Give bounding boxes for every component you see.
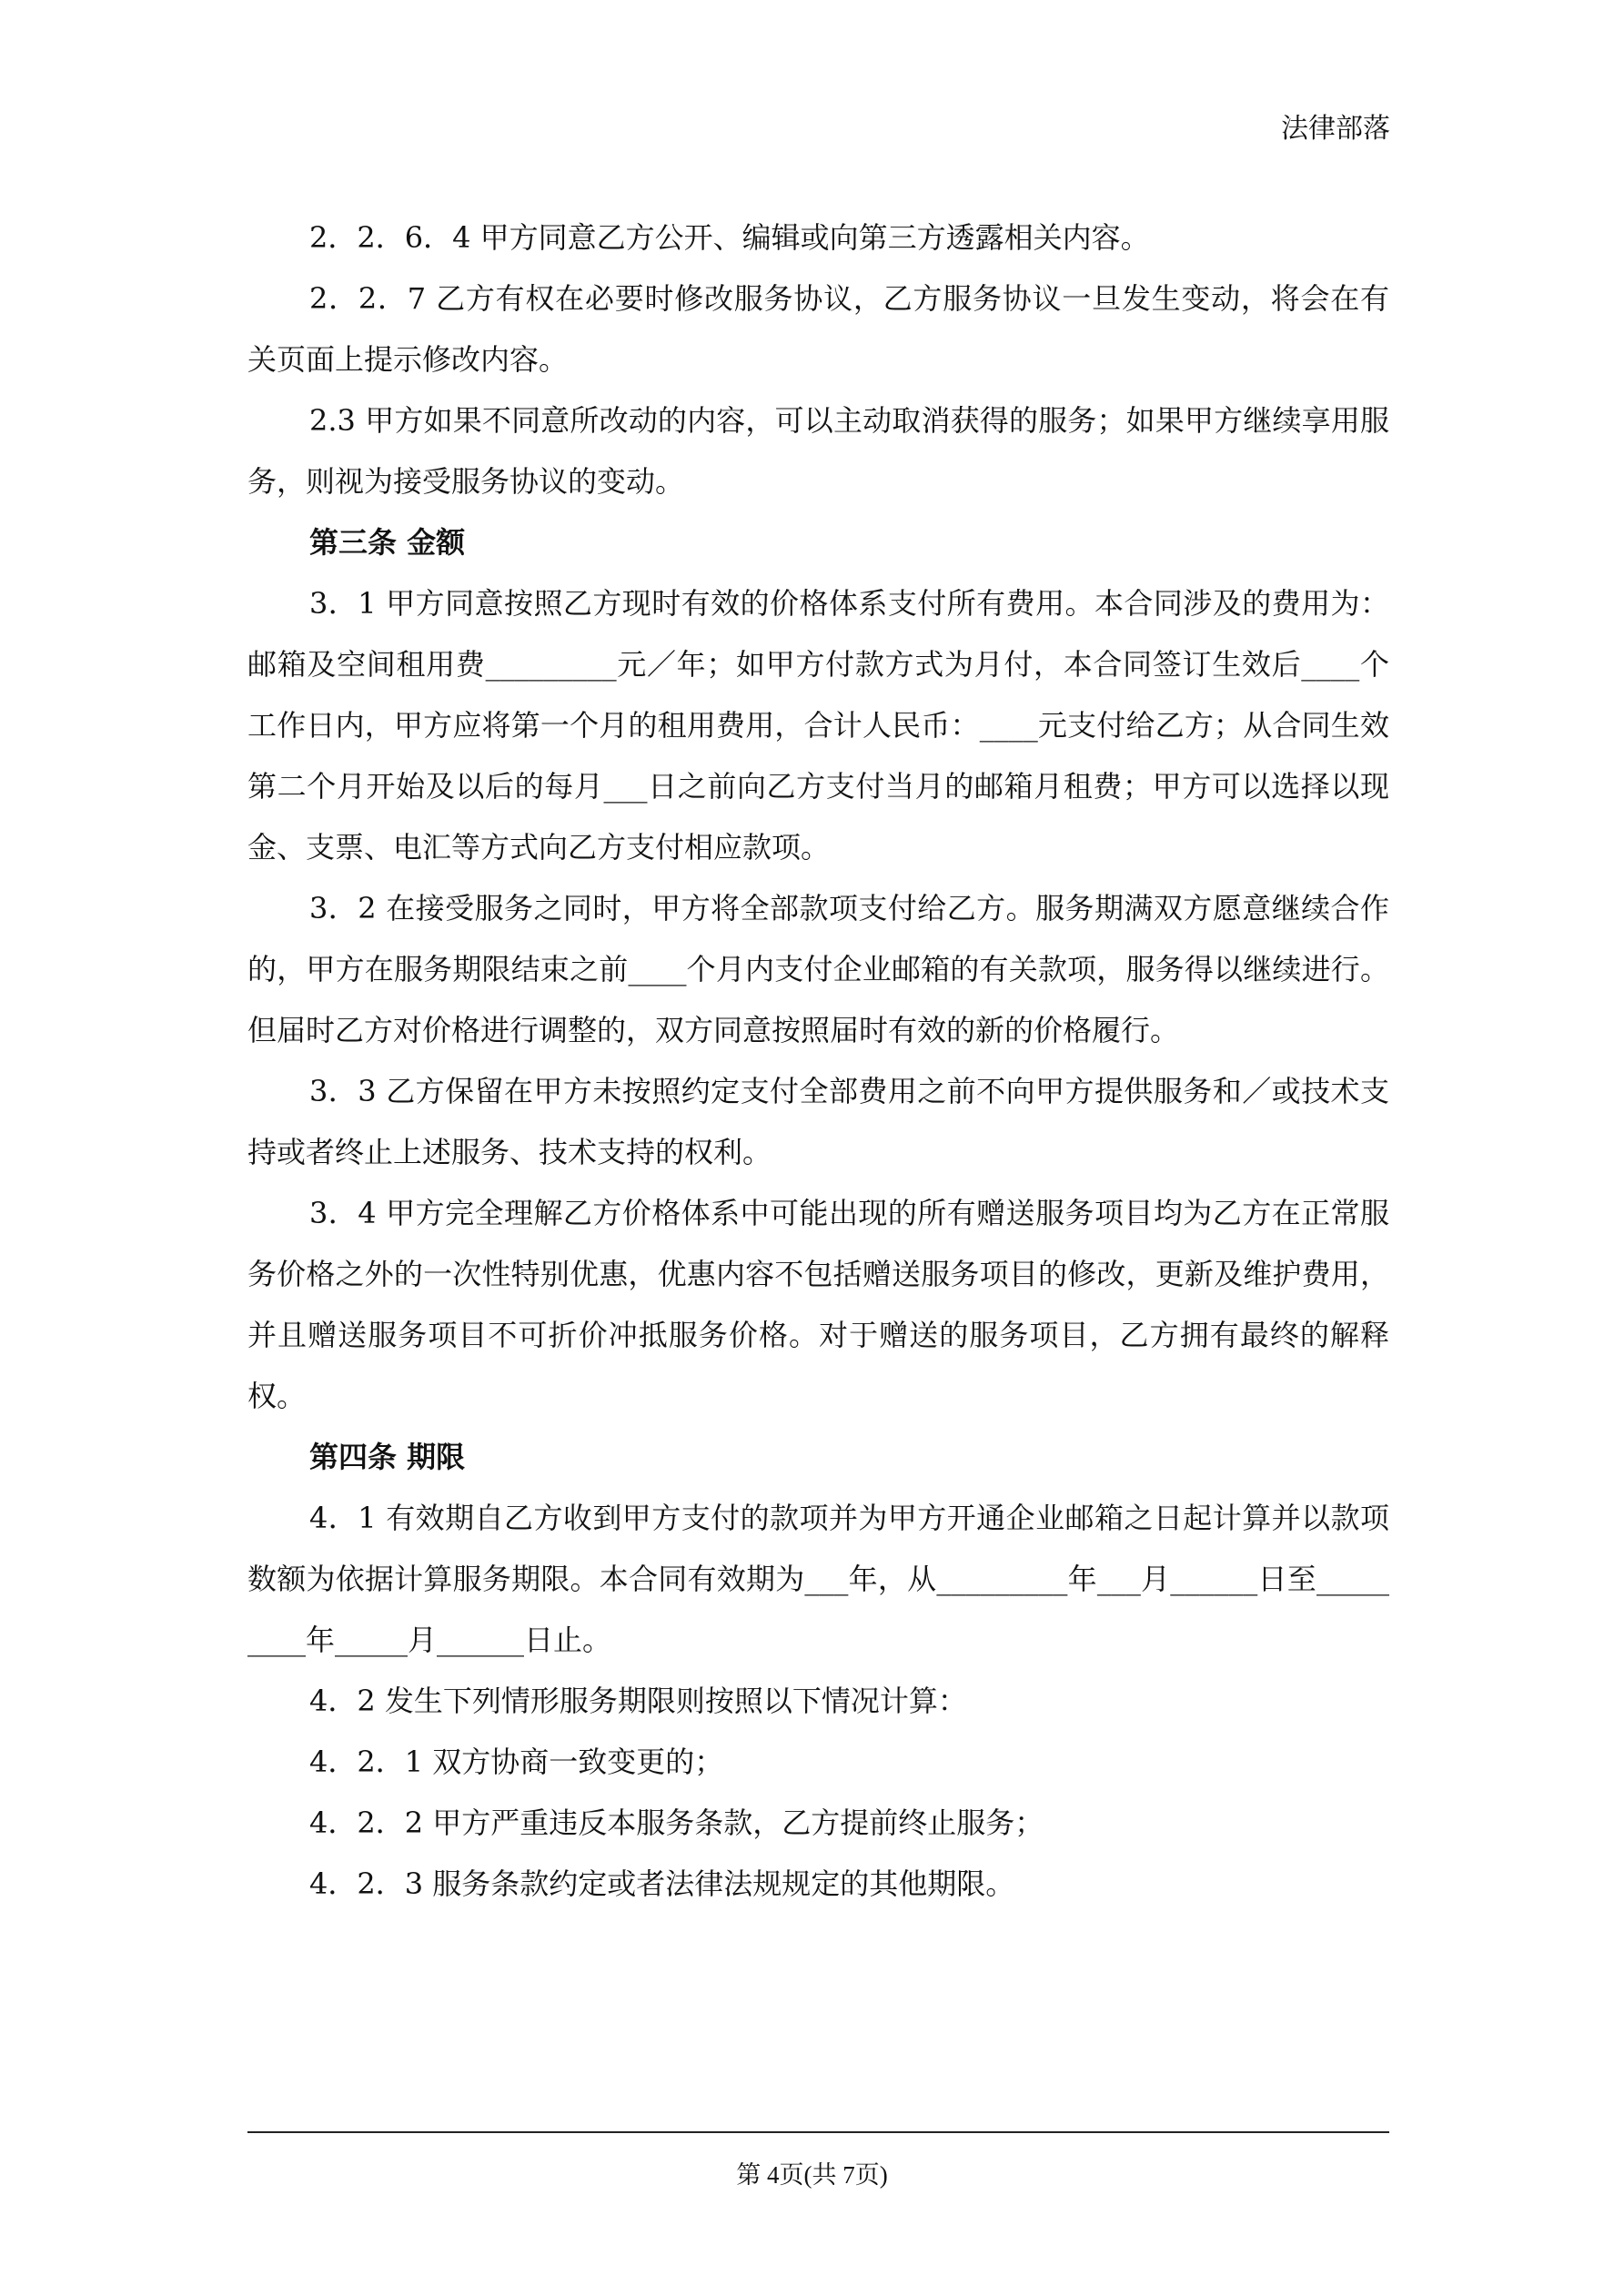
clause-3-4: 3．4 甲方完全理解乙方价格体系中可能出现的所有赠送服务项目均为乙方在正常服务价格之外的一次性特别优惠，优惠内容不包括赠送服务项目的修改，更新及维护费用，并且赠送服务项目不可折价冲抵服务价格。对于赠送的服务项目，乙方拥有最终的解释权。	[247, 1196, 1389, 1413]
section-heading-3: 第三条 金额	[309, 525, 466, 560]
clause-2-3: 2.3 甲方如果不同意所改动的内容，可以主动取消获得的服务；如果甲方继续享用服务，则视为接受服务协议的变动。	[247, 403, 1389, 499]
clause-4-2: 4．2 发生下列情形服务期限则按照以下情况计算：	[309, 1684, 967, 1718]
clause-3-1: 3．1 甲方同意按照乙方现时有效的价格体系支付所有费用。本合同涉及的费用为：邮箱及空间租用费_________元／年；如甲方付款方式为月付，本合同签订生效后____个工作日内，甲方应将第一个月的租用费用，合计人民币：____元支付给乙方；从合同生效第二个月开始及以后的每月___日之前向乙方支付当月的邮箱月租费；甲方可以选择以现金、支票、电汇等方式向乙方支付相应款项。	[247, 586, 1389, 865]
clause-4-2-3: 4．2．3 服务条款约定或者法律法规规定的其他期限。	[309, 1866, 1015, 1901]
document-body	[247, 207, 1389, 1915]
header-brand: 法律部落	[1281, 113, 1390, 145]
page-number: 第 4页(共 7页)	[736, 2161, 888, 2189]
clause-2-2-6-4: 2．2．6．4 甲方同意乙方公开、编辑或向第三方透露相关内容。	[309, 220, 1150, 255]
clause-3-3: 3．3 乙方保留在甲方未按照约定支付全部费用之前不向甲方提供服务和／或技术支持或者终止上述服务、技术支持的权利。	[247, 1074, 1389, 1169]
section-heading-4: 第四条 期限	[309, 1440, 466, 1474]
clause-4-1: 4．1 有效期自乙方收到甲方支付的款项并为甲方开通企业邮箱之日起计算并以款项数额为依据计算服务期限。本合同有效期为___年，从_________年___月______日至_________年_____月______日止。	[247, 1501, 1389, 1657]
clause-3-2: 3．2 在接受服务之同时，甲方将全部款项支付给乙方。服务期满双方愿意继续合作的，甲方在服务期限结束之前____个月内支付企业邮箱的有关款项，服务得以继续进行。但届时乙方对价格进行调整的，双方同意按照届时有效的新的价格履行。	[247, 891, 1389, 1047]
clause-4-2-2: 4．2．2 甲方严重违反本服务条款，乙方提前终止服务；	[309, 1805, 1044, 1840]
clause-2-2-7: 2．2．7 乙方有权在必要时修改服务协议，乙方服务协议一旦发生变动，将会在有关页面上提示修改内容。	[247, 281, 1389, 377]
clause-4-2-1: 4．2．1 双方协商一致变更的；	[309, 1745, 724, 1779]
footer-divider	[247, 2131, 1389, 2133]
